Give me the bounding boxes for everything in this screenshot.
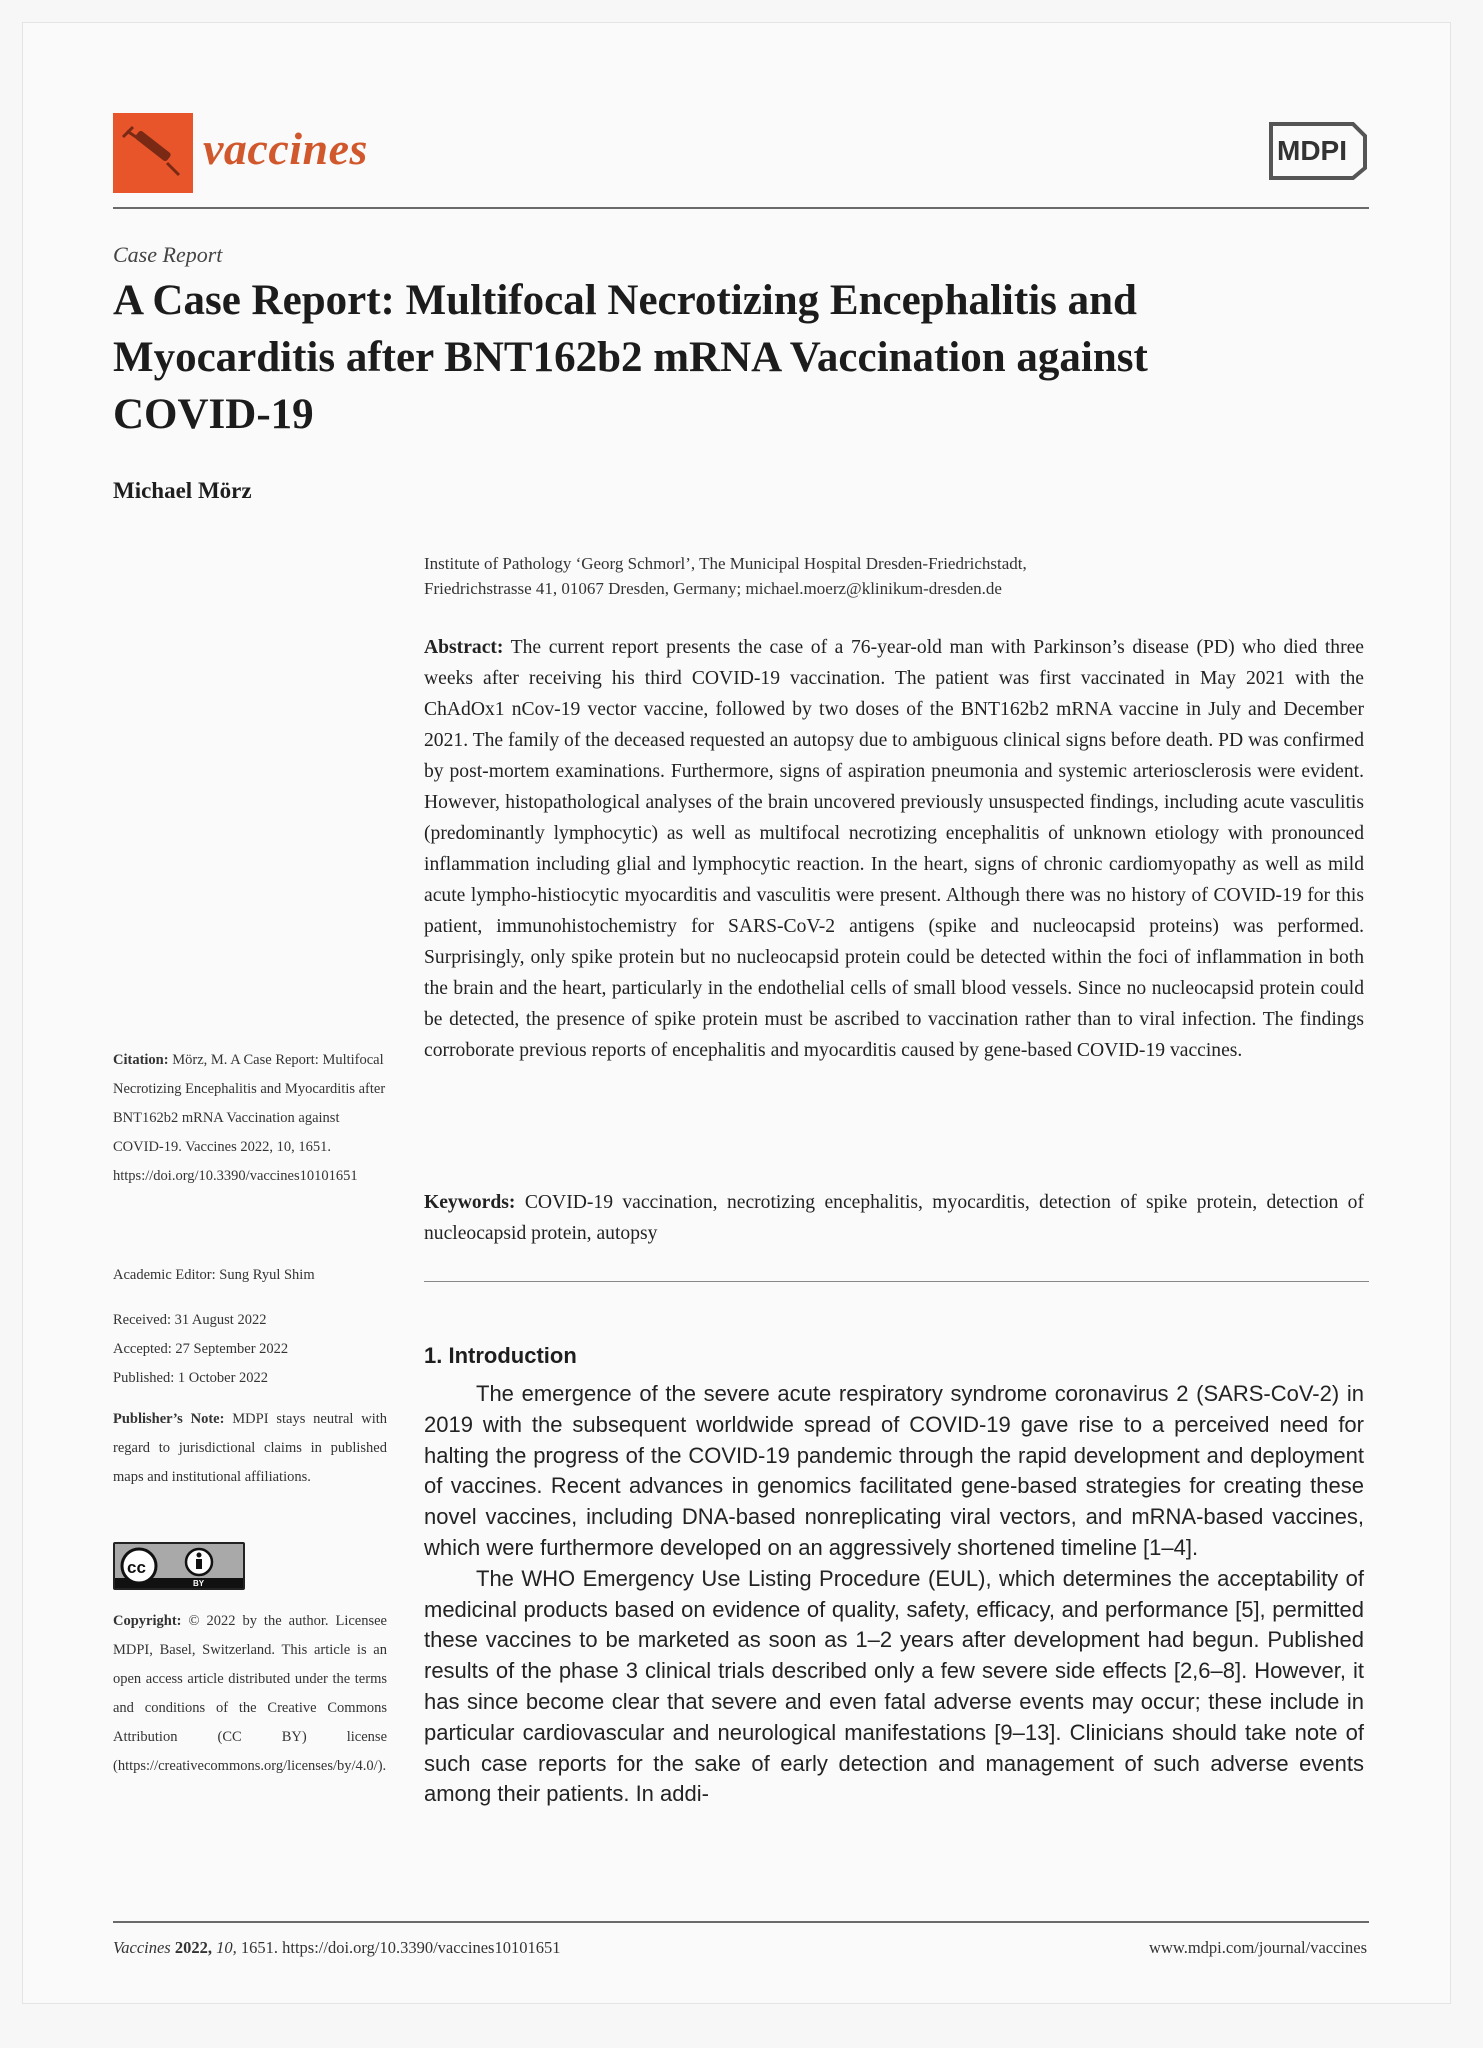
cc-badge-text: BY: [193, 1579, 205, 1588]
affiliation-line-2: Friedrichstrasse 41, 01067 Dresden, Germany; michael.moerz@klinikum-dresden.de: [424, 579, 1002, 598]
citation-label: Citation:: [113, 1052, 169, 1068]
affiliation-line-1: Institute of Pathology ‘Georg Schmorl’, The Municipal Hospital Dresden-Friedrichstadt,: [424, 554, 1027, 573]
footer-citation: [113, 1938, 560, 1958]
dates-block: [113, 1306, 387, 1393]
footer-journal-url[interactable]: www.mdpi.com/journal/vaccines: [1149, 1938, 1367, 1957]
introduction-body: [424, 1379, 1364, 1810]
section-heading: 1. Introduction: [424, 1343, 577, 1368]
cc-by-license-badge[interactable]: [113, 1542, 245, 1590]
copyright-block: [113, 1607, 387, 1781]
keywords-label: Keywords:: [424, 1192, 516, 1213]
received-date: Received: 31 August 2022: [113, 1312, 267, 1328]
journal-name: vaccines: [203, 123, 368, 174]
abstract-label: Abstract:: [424, 637, 504, 658]
abstract-text: The current report presents the case of a 76-year-old man with Parkinson’s disease (PD) who died three weeks after receiving his third COVID-19 vaccination. The patient was first vaccinated in May 2021 with the ChAdOx1 nCov-19 vector vaccine, followed by two doses of the BNT162b2 mRNA vaccine in July and December 2021. The family of the deceased requested an autopsy due to ambiguous clinical signs before death. PD was confirmed by post-mortem examinations. Furthermore, signs of aspiration pneumonia and systemic arteriosclerosis were evident. However, histopathological analyses of the brain uncovered previously unsuspected findings, including acute vasculitis (predominantly lymphocytic) as well as multifocal necrotizing encephalitis of unknown etiology with pronounced inflammation including glial and lymphocytic reaction. In the heart, signs of chronic cardiomyopathy as well as mild acute lympho-histiocytic myocarditis and vasculitis were present. Although there was no history of COVID-19 for this patient, immunohistochemistry for SARS-CoV-2 antigens (spike and nucleocapsid proteins) was performed. Surprisingly, only spike protein but no nucleocapsid protein could be detected within the foci of inflammation in both the brain and the heart, particularly in the endothelial cells of small blood vessels. Since no nucleocapsid protein could be detected, the presence of spike protein must be ascribed to vaccination rather than to viral infection. The findings corroborate previous reports of encephalitis and myocarditis caused by gene-based COVID-19 vaccines.: [424, 637, 1364, 1061]
published-date: Published: 1 October 2022: [113, 1370, 269, 1386]
accepted-date: Accepted: 27 September 2022: [113, 1341, 289, 1357]
academic-editor: Academic Editor: Sung Ryul Shim: [113, 1267, 315, 1283]
footer-journal: Vaccines: [113, 1938, 171, 1957]
article-title: A Case Report: Multifocal Necrotizing Encephalitis and Myocarditis after BNT162b2 mRNA Vaccination against COVID-19: [113, 277, 1148, 438]
header-divider: [113, 207, 1369, 209]
author-name: Michael Mörz: [113, 478, 252, 503]
publisher-note-text: MDPI stays neutral with regard to jurisdictional claims in published maps and institutional affiliations.: [113, 1411, 387, 1485]
copyright-text: © 2022 by the author. Licensee MDPI, Basel, Switzerland. This article is an open access article distributed under the terms and conditions of the Creative Commons Attribution (CC BY) license (https://creativecommons.org/licenses/by/4.0/).: [113, 1613, 387, 1774]
copyright-label: Copyright:: [113, 1613, 182, 1629]
abstract-divider: [424, 1281, 1369, 1282]
abstract: [424, 632, 1364, 1066]
mdpi-logo-text: MDPI: [1277, 135, 1347, 166]
keywords: [424, 1187, 1364, 1249]
footer-divider: [113, 1921, 1369, 1923]
affiliation: [424, 551, 1369, 601]
footer-year: 2022,: [174, 1938, 212, 1957]
citation-text: Mörz, M. A Case Report: Multifocal Necrotizing Encephalitis and Myocarditis after BNT162b2 mRNA Vaccination against COVID-19. Vaccines 2022, 10, 1651. https://doi.org/10.3390/vaccines10101651: [113, 1052, 386, 1184]
journal-logo-icon: [113, 113, 193, 193]
publisher-note-label: Publisher’s Note:: [113, 1411, 225, 1427]
publisher-note: [113, 1405, 387, 1492]
footer-volume: 10,: [216, 1938, 237, 1957]
footer-doi[interactable]: 1651. https://doi.org/10.3390/vaccines10101651: [240, 1938, 561, 1957]
intro-paragraph-2: The WHO Emergency Use Listing Procedure (EUL), which determines the acceptability of medicinal products based on evidence of quality, safety, efficacy, and performance [5], permitted these vaccines to be marketed as soon as 1–2 years after development had begun. Published results of the phase 3 clinical trials described only a few severe side effects [2,6–8]. However, it has since become clear that severe and even fatal adverse events may occur; these include in particular cardiovascular and neurological manifestations [9–13]. Clinicians should take note of such case reports for the sake of early detection and management of such adverse events among their patients. In addi-: [424, 1565, 1364, 1807]
article-type: Case Report: [113, 242, 223, 267]
svg-text:cc: cc: [127, 1558, 146, 1577]
mdpi-logo-icon: [1263, 116, 1369, 186]
citation-block: [113, 1046, 387, 1191]
keywords-text: COVID-19 vaccination, necrotizing encephalitis, myocarditis, detection of spike protein, detection of nucleocapsid protein, autopsy: [424, 1192, 1365, 1244]
intro-paragraph-1: The emergence of the severe acute respiratory syndrome coronavirus 2 (SARS-CoV-2) in 2019 with the subsequent worldwide spread of COVID-19 gave rise to a perceived need for halting the progress of the COVID-19 pandemic through the rapid development and deployment of vaccines. Recent advances in genomics facilitated gene-based strategies for creating these novel vaccines, including DNA-based nonreplicating viral vectors, and mRNA-based vaccines, which were furthermore developed on an aggressively shortened timeline [1–4].: [424, 1381, 1364, 1560]
